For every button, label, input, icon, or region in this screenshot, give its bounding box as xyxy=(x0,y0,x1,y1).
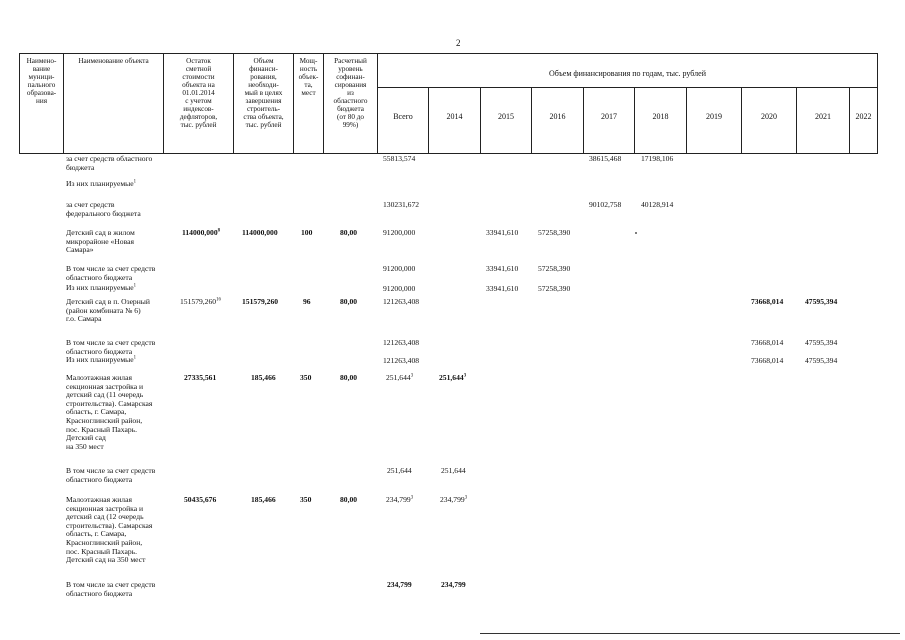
cell-2020: 73668,014 xyxy=(751,356,784,365)
cell-2015: 33941,610 xyxy=(486,264,519,273)
header-year: 2017 xyxy=(601,112,617,121)
cell-capacity: 96 xyxy=(303,297,311,306)
cell-capacity: 350 xyxy=(300,495,312,504)
header-object-name: Наименование объекта xyxy=(78,57,149,65)
cell-capacity: 100 xyxy=(301,228,313,237)
col-line xyxy=(877,53,878,154)
cell-2014: 251,644 xyxy=(441,466,466,475)
header-year: 2019 xyxy=(706,112,722,121)
cell-total: 121263,408 xyxy=(383,297,420,306)
cell-cofinancing: 80,00 xyxy=(340,495,358,504)
cell-total: 121263,408 xyxy=(383,356,420,365)
row-name: за счет средств областного бюджета xyxy=(66,154,153,172)
header-year: 2014 xyxy=(446,112,463,121)
cell-2016: 57258,390 xyxy=(538,228,571,237)
row-name: Малоэтажная жилая секционная застройка и детский сад (11 очередь строительства). Самарская область, г. Самара, Красноглинский район, пос. Красный Пахарь. Детский сад на 350 мест xyxy=(66,373,153,451)
header-total: Всего xyxy=(393,112,413,121)
cell-cofinancing: 80,00 xyxy=(340,297,358,306)
header-municipality: Наимено- вание муници- пального образова- ния xyxy=(26,57,57,105)
header-years-group: Объем финансирования по годам, тыс. рублей xyxy=(549,69,706,78)
cell-2015: 33941,610 xyxy=(486,284,519,293)
row-name: В том числе за счет средств областного бюджета xyxy=(66,580,156,598)
row-name: В том числе за счет средств областного бюджета xyxy=(66,338,156,356)
header-volume: Объем финанси- рования, необходи- мый в целях завершения строитель- ства объекта, тыс. рублей xyxy=(243,57,284,129)
row-name: Из них планируемые$^1$ xyxy=(66,283,137,292)
cell-2020: 73668,014 xyxy=(751,338,784,347)
cell-2014: 234,799$^3$ xyxy=(440,495,468,504)
cell-2017: 90102,758 xyxy=(589,200,622,209)
header-year: 2020 xyxy=(761,112,777,121)
header-year: 2015 xyxy=(498,112,514,121)
cell-balance: 114000,000$^8$ xyxy=(182,228,221,237)
row-name: Детский сад в жилом микрорайоне «Новая Самара» xyxy=(66,228,135,255)
cell-volume: 151579,260 xyxy=(242,297,279,306)
cell-2016: 57258,390 xyxy=(538,284,571,293)
row-name: Малоэтажная жилая секционная застройка и детский сад (12 очередь строительства). Самарская область, г. Самара, Красноглинский район, пос. Красный Пахарь. Детский сад на 350 мест xyxy=(66,495,153,565)
row-name: Из них планируемые$^1$ xyxy=(66,355,137,364)
cell-total: 234,799$^3$ xyxy=(386,495,414,504)
row-name: Детский сад в п. Озерный (район комбината № 6) г.о. Самара xyxy=(66,297,150,324)
cell-2016: 57258,390 xyxy=(538,264,571,273)
header-capacity: Мощ- ность объек- та, мест xyxy=(298,57,319,97)
header-year: 2018 xyxy=(652,112,669,121)
cell-total: 91200,000 xyxy=(383,264,416,273)
cell-total: 121263,408 xyxy=(383,338,420,347)
cell-cofinancing: 80,00 xyxy=(340,228,358,237)
cell-balance: 151579,260$^{16}$ xyxy=(180,297,221,306)
page-bottom-rule xyxy=(480,633,900,634)
cell-2021: 47595,394 xyxy=(805,297,838,306)
years-divider xyxy=(377,87,878,88)
cell-capacity: 350 xyxy=(300,373,312,382)
header-cofinancing: Расчетный уровень софинан- сирования из областного бюджета (от 80 до 99%) xyxy=(333,57,368,129)
row-name: Из них планируемые$^1$ xyxy=(66,179,137,188)
cell-2017: 38615,468 xyxy=(589,154,622,163)
cell-2018: 40128,914 xyxy=(641,200,674,209)
scan-speck xyxy=(635,232,637,234)
header-year: 2022 xyxy=(855,112,872,121)
cell-cofinancing: 80,00 xyxy=(340,373,358,382)
header-year: 2021 xyxy=(815,112,831,121)
cell-2021: 47595,394 xyxy=(805,338,838,347)
cell-total: 130231,672 xyxy=(383,200,420,209)
cell-2018: 17198,106 xyxy=(641,154,674,163)
cell-2014: 251,644$^3$ xyxy=(439,373,467,382)
col-line xyxy=(377,53,378,154)
cell-volume: 185,466 xyxy=(251,495,276,504)
row-name: за счет средств федерального бюджета xyxy=(66,200,141,218)
cell-balance: 27335,561 xyxy=(184,373,217,382)
cell-volume: 114000,000 xyxy=(242,228,278,237)
cell-2020: 73668,014 xyxy=(751,297,784,306)
cell-balance: 50435,676 xyxy=(184,495,217,504)
cell-total: 234,799 xyxy=(387,580,412,589)
cell-total: 251,644$^3$ xyxy=(386,373,414,382)
cell-2015: 33941,610 xyxy=(486,228,519,237)
cell-total: 91200,000 xyxy=(383,284,416,293)
header-balance: Остаток сметной стоимости объекта на 01.01.2014 с учетом индексов- дефляторов, тыс. рублей xyxy=(179,57,218,129)
cell-volume: 185,466 xyxy=(251,373,276,382)
header-top-border xyxy=(19,53,878,54)
row-name: В том числе за счет средств областного бюджета xyxy=(66,466,156,484)
col-line xyxy=(63,53,64,154)
page-number: 2 xyxy=(456,38,461,48)
header-year: 2016 xyxy=(549,112,566,121)
row-name: В том числе за счет средств областного бюджета xyxy=(66,264,156,282)
cell-total: 55813,574 xyxy=(383,154,416,163)
cell-total: 251,644 xyxy=(387,466,412,475)
cell-total: 91200,000 xyxy=(383,228,416,237)
cell-2021: 47595,394 xyxy=(805,356,838,365)
cell-2014: 234,799 xyxy=(441,580,466,589)
